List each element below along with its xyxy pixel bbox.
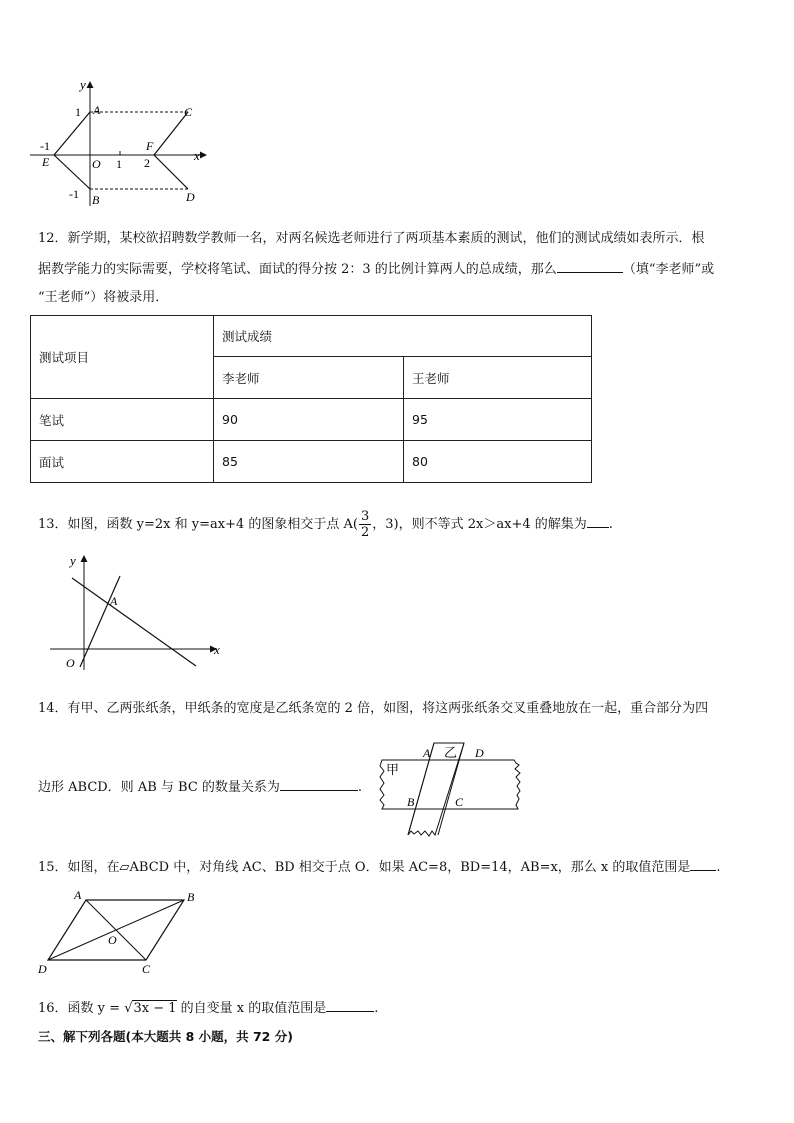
q15-answer-blank[interactable]	[690, 857, 716, 871]
table-cell: 95	[404, 399, 592, 441]
q13-figure	[44, 548, 234, 674]
q14-line-2	[38, 777, 362, 797]
q16-text-a: 16．函数 y =	[38, 1001, 125, 1016]
point-label-c: C	[184, 105, 193, 119]
q16-answer-blank[interactable]	[326, 998, 374, 1012]
q14-figure	[374, 727, 526, 843]
vertex-label-b: B	[187, 890, 195, 904]
table-cell: 85	[214, 441, 404, 483]
strip-label-yi: 乙	[444, 745, 458, 760]
sqrt-radicand: 3x − 1	[133, 1001, 177, 1016]
table-header-item: 测试项目	[31, 316, 214, 399]
point-label-e: E	[42, 155, 50, 169]
center-label-o: O	[108, 933, 117, 947]
q12-line-2	[38, 259, 714, 279]
q12-answer-blank[interactable]	[557, 259, 623, 273]
vertex-label-c: C	[142, 962, 151, 976]
q15-text-a: 15．如图，在▱ABCD 中，对角线 AC、BD 相交于点 O．如果 AC=8，BD=14，AB=x，那么 x 的取值范围是	[38, 860, 691, 875]
q16-text-c: .	[374, 1001, 379, 1016]
tick-label: 2	[144, 156, 150, 170]
point-label-a: A	[423, 746, 431, 760]
q12-line-2-text: 据教学能力的实际需要，学校将笔试、面试的得分按 2：3 的比例计算两人的总成绩，那么	[38, 262, 557, 277]
table-cell: 90	[214, 399, 404, 441]
q13-text	[38, 507, 613, 543]
x-axis-label: x	[214, 642, 220, 657]
point-label-f: F	[146, 139, 154, 153]
tick-label: 1	[75, 105, 81, 119]
fraction-denominator: 2	[361, 525, 370, 540]
tick-label: 1	[116, 157, 122, 171]
q12-score-table	[30, 315, 592, 483]
q13-text-b: ，3)，则不等式 2x＞ax+4 的解集为	[372, 517, 587, 532]
y-axis-label: y	[80, 77, 86, 92]
vertex-label-d: D	[38, 962, 47, 976]
point-label-o: O	[66, 656, 75, 670]
point-label-b: B	[92, 193, 100, 207]
point-label-a: A	[110, 594, 118, 608]
q12-line-1: 12．新学期，某校欲招聘数学教师一名，对两名候选老师进行了两项基本素质的测试，他们的测试成绩如表所示．根	[38, 231, 705, 246]
q15-figure	[34, 886, 206, 978]
table-cell: 80	[404, 441, 592, 483]
table-header-scores: 测试成绩	[214, 316, 592, 357]
q16-text-b: 的自变量 x 的取值范围是	[176, 1001, 327, 1016]
point-label-b: B	[407, 795, 415, 809]
fraction-numerator: 3	[361, 509, 370, 524]
q11-figure	[30, 76, 210, 210]
q15-text-b: .	[716, 860, 721, 875]
q16-text	[38, 998, 378, 1018]
x-axis-label: x	[194, 148, 200, 163]
q14-answer-blank[interactable]	[280, 777, 358, 791]
point-label-c: C	[455, 795, 464, 809]
sqrt-sign: √	[124, 1001, 133, 1016]
point-label-d: D	[475, 746, 484, 760]
tick-label: -1	[40, 139, 50, 153]
q13-text-a: 13．如图，函数 y=2x 和 y=ax+4 的图象相交于点 A(	[38, 517, 358, 532]
fraction	[359, 509, 371, 540]
q12-line-3: “王老师”）将被录用．	[38, 290, 169, 305]
q14-line-2-text: 边形 ABCD．则 AB 与 BC 的数量关系为	[38, 780, 280, 795]
q14-line-2-tail: .	[357, 780, 363, 795]
point-label-d: D	[186, 190, 195, 204]
tick-label: -1	[69, 187, 79, 201]
table-row	[31, 441, 592, 483]
q13-answer-blank[interactable]	[587, 514, 609, 528]
strip-label-jia: 甲	[386, 762, 400, 777]
point-label-a: A	[93, 103, 101, 117]
table-row	[31, 399, 592, 441]
q13-text-c: .	[608, 517, 613, 532]
table-cell: 笔试	[31, 399, 214, 441]
section-3-heading: 三、解下列各题(本大题共 8 小题，共 72 分)	[38, 1029, 293, 1044]
q15-text	[38, 857, 721, 877]
vertex-label-a: A	[74, 888, 82, 902]
q12-line-2-tail: （填“李老师”或	[622, 262, 715, 277]
table-col-wang: 王老师	[404, 357, 592, 399]
table-cell: 面试	[31, 441, 214, 483]
table-col-li: 李老师	[214, 357, 404, 399]
y-axis-label: y	[70, 553, 76, 568]
q14-line-1: 14．有甲、乙两张纸条，甲纸条的宽度是乙纸条宽的 2 倍，如图，将这两张纸条交叉重叠地放在一起，重合部分为四	[38, 701, 709, 716]
point-label-o: O	[92, 157, 101, 171]
